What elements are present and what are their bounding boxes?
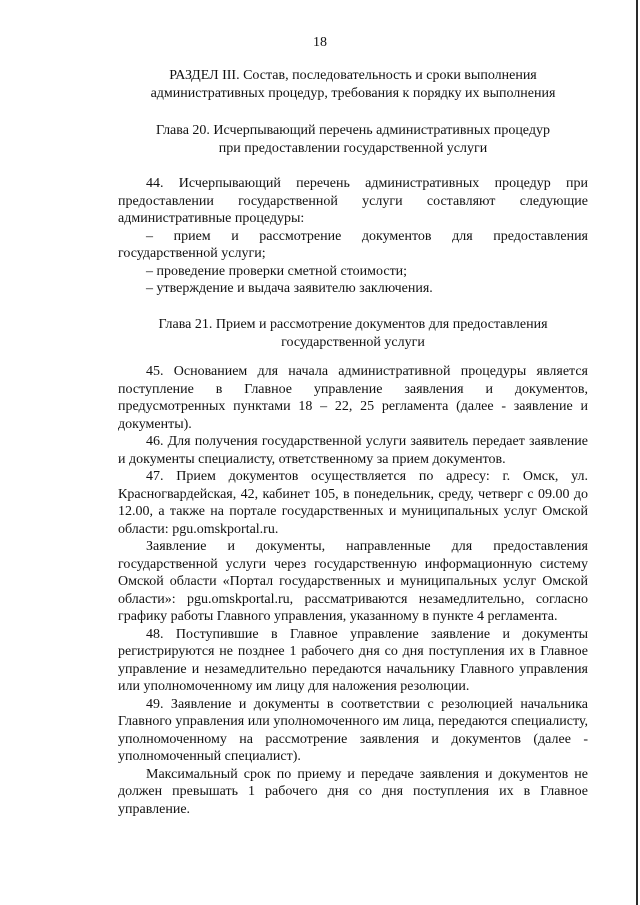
section-title-line1: РАЗДЕЛ III. Состав, последовательность и сроки выполнения [169, 68, 537, 83]
chapter21-heading [118, 316, 588, 351]
paragraph-47-continuation: Заявление и документы, направленные для предоставления государственной услуги через государственную информационную систему Омской области «Портал государственных и муниципальных услуг Омской области»: pgu.omskportal.ru, рассматриваются незамедлительно, согласно графику работы Главного управления, указанному в пункте 4 регламента. [118, 539, 588, 624]
chapter21-body [118, 363, 588, 818]
list-item: – утверждение и выдача заявителю заключения. [146, 281, 433, 296]
paragraph-45: 45. Основанием для начала административной процедуры является поступление в Главное управление заявления и документов, предусмотренных пунктами 18 – 22, 25 регламента (далее - заявление и документы). [118, 364, 588, 432]
page-number: 18 [313, 35, 327, 50]
paragraph-46: 46. Для получения государственной услуги заявитель передает заявление и документы специалисту, ответственному за прием документов. [118, 434, 588, 467]
chapter21-heading-line2: государственной услуги [281, 334, 425, 350]
list-item: – проведение проверки сметной стоимости; [146, 263, 408, 279]
chapter20-body [118, 175, 588, 298]
paragraph-48: 48. Поступившие в Главное управление заявление и документы регистрируются не позднее 1 рабочего дня со дня поступления их в Главное управление и незамедлительно передаются начальнику Главного управления или уполномоченному им лицу для наложения резолюции. [118, 626, 588, 694]
section-title [118, 67, 588, 102]
list-item: – прием и рассмотрение документов для предоставления государственной услуги; [118, 228, 588, 261]
paragraph-47: 47. Прием документов осуществляется по адресу: г. Омск, ул. Красногвардейская, 42, кабинет 105, в понедельник, среду, четверг с 09.00 до 12.00, а также на портале государственных и муниципальных услуг Омской области: pgu.omskportal.ru. [118, 469, 588, 537]
section-title-line2: административных процедур, требования к порядку их выполнения [150, 85, 556, 101]
chapter21-heading-line1: Глава 21. Прием и рассмотрение документов для предоставления [158, 317, 548, 332]
chapter20-heading-line2: при предоставлении государственной услуги [218, 140, 488, 156]
paragraph-max-term: Максимальный срок по приему и передаче заявления и документов не должен превышать 1 рабочего дня со дня поступления их в Главное управление. [118, 766, 588, 817]
paragraph-44: 44. Исчерпывающий перечень административных процедур при предоставлении государственной услуги составляют следующие административные процедуры: [118, 176, 588, 226]
chapter20-heading-line1: Глава 20. Исчерпывающий перечень административных процедур [156, 123, 550, 138]
paragraph-49: 49. Заявление и документы в соответствии с резолюцией начальника Главного управления или уполномоченного им лица, передаются специалисту, уполномоченному на рассмотрение заявления и документов (далее - уполномоченный специалист). [118, 696, 588, 764]
chapter20-heading [118, 122, 588, 157]
page-edge-line [636, 0, 638, 905]
